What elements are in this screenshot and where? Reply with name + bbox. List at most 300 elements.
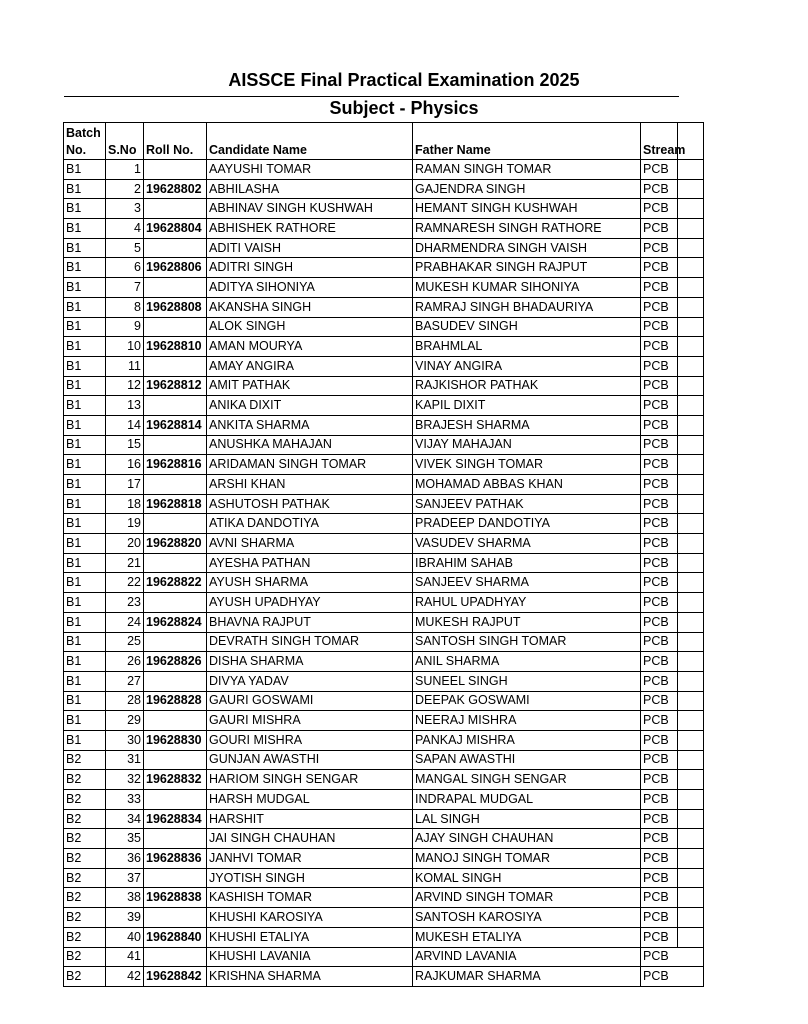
batch-cell: B2 bbox=[64, 849, 106, 869]
father-name-cell: SANTOSH SINGH TOMAR bbox=[413, 632, 641, 652]
sno-cell: 32 bbox=[106, 770, 144, 790]
roll-no-cell bbox=[144, 475, 207, 495]
candidate-name-cell: AAYUSHI TOMAR bbox=[207, 160, 413, 180]
header-stream: Stream bbox=[641, 123, 704, 160]
candidate-name-cell: KHUSHI LAVANIA bbox=[207, 947, 413, 967]
table-row bbox=[64, 317, 704, 337]
candidate-name-cell: ARIDAMAN SINGH TOMAR bbox=[207, 455, 413, 475]
candidate-name-cell: AYESHA PATHAN bbox=[207, 553, 413, 573]
title-divider bbox=[64, 96, 679, 97]
roll-no-cell: 19628832 bbox=[144, 770, 207, 790]
father-name-cell: MOHAMAD ABBAS KHAN bbox=[413, 475, 641, 495]
batch-cell: B1 bbox=[64, 632, 106, 652]
stream-cell: PCB bbox=[641, 730, 704, 750]
candidate-name-cell: ALOK SINGH bbox=[207, 317, 413, 337]
table-row bbox=[64, 475, 704, 495]
father-name-cell: PRABHAKAR SINGH RAJPUT bbox=[413, 258, 641, 278]
roll-no-cell bbox=[144, 199, 207, 219]
candidate-name-cell: KHUSHI ETALIYA bbox=[207, 927, 413, 947]
batch-cell: B1 bbox=[64, 730, 106, 750]
father-name-cell: SANJEEV SHARMA bbox=[413, 573, 641, 593]
sno-cell: 6 bbox=[106, 258, 144, 278]
roll-no-cell bbox=[144, 435, 207, 455]
table-row bbox=[64, 258, 704, 278]
candidate-name-cell: AMAN MOURYA bbox=[207, 337, 413, 357]
batch-cell: B1 bbox=[64, 593, 106, 613]
candidate-name-cell: KHUSHI KAROSIYA bbox=[207, 908, 413, 928]
stream-cell: PCB bbox=[641, 297, 704, 317]
sno-cell: 11 bbox=[106, 356, 144, 376]
candidate-name-cell: AYUSH SHARMA bbox=[207, 573, 413, 593]
sno-cell: 3 bbox=[106, 199, 144, 219]
batch-cell: B1 bbox=[64, 691, 106, 711]
roll-no-cell: 19628828 bbox=[144, 691, 207, 711]
table-row bbox=[64, 415, 704, 435]
batch-cell: B2 bbox=[64, 750, 106, 770]
candidate-name-cell: AYUSH UPADHYAY bbox=[207, 593, 413, 613]
table-row bbox=[64, 376, 704, 396]
table-row bbox=[64, 593, 704, 613]
table-row bbox=[64, 534, 704, 554]
roll-no-cell bbox=[144, 632, 207, 652]
candidate-name-cell: ANIKA DIXIT bbox=[207, 396, 413, 416]
batch-cell: B1 bbox=[64, 297, 106, 317]
table-row bbox=[64, 790, 704, 810]
table-row bbox=[64, 868, 704, 888]
stream-cell: PCB bbox=[641, 337, 704, 357]
father-name-cell: SANJEEV PATHAK bbox=[413, 494, 641, 514]
roll-no-cell bbox=[144, 317, 207, 337]
table-row bbox=[64, 632, 704, 652]
table-row bbox=[64, 908, 704, 928]
stream-cell: PCB bbox=[641, 711, 704, 731]
stream-cell: PCB bbox=[641, 908, 704, 928]
stream-cell: PCB bbox=[641, 790, 704, 810]
table-row bbox=[64, 967, 704, 987]
sno-cell: 24 bbox=[106, 612, 144, 632]
document-title: AISSCE Final Practical Examination 2025 bbox=[228, 70, 580, 90]
table-row bbox=[64, 356, 704, 376]
stream-cell: PCB bbox=[641, 356, 704, 376]
candidate-name-cell: ABHISHEK RATHORE bbox=[207, 219, 413, 239]
father-name-cell: AJAY SINGH CHAUHAN bbox=[413, 829, 641, 849]
roll-no-cell: 19628822 bbox=[144, 573, 207, 593]
stream-cell: PCB bbox=[641, 612, 704, 632]
candidate-name-cell: BHAVNA RAJPUT bbox=[207, 612, 413, 632]
father-name-cell: SUNEEL SINGH bbox=[413, 671, 641, 691]
father-name-cell: BRAHMLAL bbox=[413, 337, 641, 357]
sno-cell: 25 bbox=[106, 632, 144, 652]
sno-cell: 37 bbox=[106, 868, 144, 888]
batch-cell: B1 bbox=[64, 356, 106, 376]
candidate-table bbox=[63, 122, 704, 987]
stream-cell: PCB bbox=[641, 160, 704, 180]
header-batch-no: Batch No. bbox=[64, 123, 106, 160]
batch-cell: B1 bbox=[64, 317, 106, 337]
batch-cell: B2 bbox=[64, 947, 106, 967]
sno-cell: 16 bbox=[106, 455, 144, 475]
batch-cell: B1 bbox=[64, 199, 106, 219]
father-name-cell: KAPIL DIXIT bbox=[413, 396, 641, 416]
father-name-cell: MUKESH ETALIYA bbox=[413, 927, 641, 947]
sno-cell: 13 bbox=[106, 396, 144, 416]
table-row bbox=[64, 238, 704, 258]
roll-no-cell: 19628814 bbox=[144, 415, 207, 435]
roll-no-cell bbox=[144, 238, 207, 258]
candidate-name-cell: HARSHIT bbox=[207, 809, 413, 829]
roll-no-cell: 19628834 bbox=[144, 809, 207, 829]
roll-no-cell bbox=[144, 396, 207, 416]
father-name-cell: NEERAJ MISHRA bbox=[413, 711, 641, 731]
roll-no-cell bbox=[144, 868, 207, 888]
candidate-name-cell: ANUSHKA MAHAJAN bbox=[207, 435, 413, 455]
batch-cell: B1 bbox=[64, 435, 106, 455]
candidate-name-cell: GAURI GOSWAMI bbox=[207, 691, 413, 711]
roll-no-cell bbox=[144, 711, 207, 731]
stream-cell: PCB bbox=[641, 671, 704, 691]
table-row bbox=[64, 494, 704, 514]
candidate-name-cell: JYOTISH SINGH bbox=[207, 868, 413, 888]
sno-cell: 14 bbox=[106, 415, 144, 435]
candidate-name-cell: ASHUTOSH PATHAK bbox=[207, 494, 413, 514]
father-name-cell: VIVEK SINGH TOMAR bbox=[413, 455, 641, 475]
sno-cell: 5 bbox=[106, 238, 144, 258]
roll-no-cell bbox=[144, 553, 207, 573]
father-name-cell: ANIL SHARMA bbox=[413, 652, 641, 672]
father-name-cell: INDRAPAL MUDGAL bbox=[413, 790, 641, 810]
candidate-name-cell: DIVYA YADAV bbox=[207, 671, 413, 691]
stream-cell: PCB bbox=[641, 258, 704, 278]
father-name-cell: HEMANT SINGH KUSHWAH bbox=[413, 199, 641, 219]
stream-cell: PCB bbox=[641, 947, 704, 967]
roll-no-cell bbox=[144, 790, 207, 810]
father-name-cell: SAPAN AWASTHI bbox=[413, 750, 641, 770]
stream-cell: PCB bbox=[641, 888, 704, 908]
stream-cell: PCB bbox=[641, 278, 704, 298]
roll-no-cell: 19628816 bbox=[144, 455, 207, 475]
table-row bbox=[64, 514, 704, 534]
candidate-name-cell: HARIOM SINGH SENGAR bbox=[207, 770, 413, 790]
batch-cell: B2 bbox=[64, 967, 106, 987]
sno-cell: 17 bbox=[106, 475, 144, 495]
sno-cell: 39 bbox=[106, 908, 144, 928]
roll-no-cell bbox=[144, 750, 207, 770]
batch-cell: B1 bbox=[64, 219, 106, 239]
father-name-cell: MUKESH RAJPUT bbox=[413, 612, 641, 632]
stream-cell: PCB bbox=[641, 494, 704, 514]
batch-cell: B1 bbox=[64, 612, 106, 632]
sno-cell: 33 bbox=[106, 790, 144, 810]
roll-no-cell bbox=[144, 593, 207, 613]
stream-cell: PCB bbox=[641, 829, 704, 849]
stream-cell: PCB bbox=[641, 435, 704, 455]
batch-cell: B2 bbox=[64, 908, 106, 928]
table-body bbox=[64, 160, 704, 987]
father-name-cell: DEEPAK GOSWAMI bbox=[413, 691, 641, 711]
stream-cell: PCB bbox=[641, 868, 704, 888]
sno-cell: 22 bbox=[106, 573, 144, 593]
table-row bbox=[64, 455, 704, 475]
sno-cell: 38 bbox=[106, 888, 144, 908]
stream-cell: PCB bbox=[641, 927, 704, 947]
stream-cell: PCB bbox=[641, 967, 704, 987]
candidate-name-cell: ABHINAV SINGH KUSHWAH bbox=[207, 199, 413, 219]
candidate-name-cell: GUNJAN AWASTHI bbox=[207, 750, 413, 770]
table-row bbox=[64, 691, 704, 711]
father-name-cell: MANGAL SINGH SENGAR bbox=[413, 770, 641, 790]
batch-cell: B1 bbox=[64, 711, 106, 731]
batch-cell: B1 bbox=[64, 573, 106, 593]
sno-cell: 2 bbox=[106, 179, 144, 199]
candidate-name-cell: AMAY ANGIRA bbox=[207, 356, 413, 376]
table-row bbox=[64, 829, 704, 849]
candidate-name-cell: AMIT PATHAK bbox=[207, 376, 413, 396]
table-row bbox=[64, 927, 704, 947]
stream-cell: PCB bbox=[641, 396, 704, 416]
sno-cell: 29 bbox=[106, 711, 144, 731]
candidate-name-cell: KRISHNA SHARMA bbox=[207, 967, 413, 987]
stream-cell: PCB bbox=[641, 317, 704, 337]
candidate-name-cell: DISHA SHARMA bbox=[207, 652, 413, 672]
stream-cell: PCB bbox=[641, 750, 704, 770]
batch-cell: B1 bbox=[64, 415, 106, 435]
roll-no-cell: 19628838 bbox=[144, 888, 207, 908]
roll-no-cell bbox=[144, 671, 207, 691]
table-row bbox=[64, 179, 704, 199]
roll-no-cell bbox=[144, 947, 207, 967]
stream-cell: PCB bbox=[641, 238, 704, 258]
father-name-cell: BRAJESH SHARMA bbox=[413, 415, 641, 435]
table-row bbox=[64, 278, 704, 298]
roll-no-cell: 19628830 bbox=[144, 730, 207, 750]
header-father-name: Father Name bbox=[413, 123, 641, 160]
roll-no-cell: 19628806 bbox=[144, 258, 207, 278]
table-row bbox=[64, 652, 704, 672]
father-name-cell: MANOJ SINGH TOMAR bbox=[413, 849, 641, 869]
stream-cell: PCB bbox=[641, 415, 704, 435]
father-name-cell: RAMAN SINGH TOMAR bbox=[413, 160, 641, 180]
stream-cell: PCB bbox=[641, 534, 704, 554]
batch-cell: B1 bbox=[64, 494, 106, 514]
candidate-name-cell: ADITRI SINGH bbox=[207, 258, 413, 278]
sno-cell: 10 bbox=[106, 337, 144, 357]
batch-cell: B2 bbox=[64, 809, 106, 829]
father-name-cell: MUKESH KUMAR SIHONIYA bbox=[413, 278, 641, 298]
header-candidate-name: Candidate Name bbox=[207, 123, 413, 160]
batch-cell: B1 bbox=[64, 179, 106, 199]
batch-cell: B1 bbox=[64, 553, 106, 573]
roll-no-cell: 19628824 bbox=[144, 612, 207, 632]
batch-cell: B1 bbox=[64, 514, 106, 534]
batch-cell: B2 bbox=[64, 868, 106, 888]
roll-no-cell: 19628820 bbox=[144, 534, 207, 554]
candidate-name-cell: GOURI MISHRA bbox=[207, 730, 413, 750]
batch-cell: B2 bbox=[64, 790, 106, 810]
sno-cell: 21 bbox=[106, 553, 144, 573]
roll-no-cell: 19628802 bbox=[144, 179, 207, 199]
table-row bbox=[64, 730, 704, 750]
table-row bbox=[64, 947, 704, 967]
roll-no-cell: 19628810 bbox=[144, 337, 207, 357]
stream-cell: PCB bbox=[641, 691, 704, 711]
batch-cell: B1 bbox=[64, 376, 106, 396]
sno-cell: 41 bbox=[106, 947, 144, 967]
roll-no-cell: 19628840 bbox=[144, 927, 207, 947]
document-subtitle: Subject - Physics bbox=[329, 98, 479, 118]
father-name-cell: BASUDEV SINGH bbox=[413, 317, 641, 337]
roll-no-cell: 19628812 bbox=[144, 376, 207, 396]
father-name-cell: ARVIND SINGH TOMAR bbox=[413, 888, 641, 908]
candidate-name-cell: ARSHI KHAN bbox=[207, 475, 413, 495]
table-row bbox=[64, 396, 704, 416]
table-row bbox=[64, 337, 704, 357]
stream-cell: PCB bbox=[641, 573, 704, 593]
stream-cell: PCB bbox=[641, 199, 704, 219]
father-name-cell: LAL SINGH bbox=[413, 809, 641, 829]
stream-cell: PCB bbox=[641, 632, 704, 652]
sno-cell: 34 bbox=[106, 809, 144, 829]
table-row bbox=[64, 199, 704, 219]
stream-cell: PCB bbox=[641, 553, 704, 573]
table-row bbox=[64, 160, 704, 180]
father-name-cell: VASUDEV SHARMA bbox=[413, 534, 641, 554]
sno-cell: 27 bbox=[106, 671, 144, 691]
father-name-cell: PRADEEP DANDOTIYA bbox=[413, 514, 641, 534]
stream-cell: PCB bbox=[641, 475, 704, 495]
roll-no-cell bbox=[144, 160, 207, 180]
table-row bbox=[64, 612, 704, 632]
roll-no-cell: 19628826 bbox=[144, 652, 207, 672]
sno-cell: 30 bbox=[106, 730, 144, 750]
header-roll-no: Roll No. bbox=[144, 123, 207, 160]
father-name-cell: RAMNARESH SINGH RATHORE bbox=[413, 219, 641, 239]
sno-cell: 15 bbox=[106, 435, 144, 455]
father-name-cell: SANTOSH KAROSIYA bbox=[413, 908, 641, 928]
table-row bbox=[64, 435, 704, 455]
candidate-name-cell: ANKITA SHARMA bbox=[207, 415, 413, 435]
candidate-name-cell: AVNI SHARMA bbox=[207, 534, 413, 554]
stream-cell: PCB bbox=[641, 179, 704, 199]
father-name-cell: DHARMENDRA SINGH VAISH bbox=[413, 238, 641, 258]
table-row bbox=[64, 573, 704, 593]
father-name-cell: VINAY ANGIRA bbox=[413, 356, 641, 376]
batch-cell: B2 bbox=[64, 888, 106, 908]
sno-cell: 36 bbox=[106, 849, 144, 869]
batch-cell: B1 bbox=[64, 258, 106, 278]
batch-cell: B2 bbox=[64, 829, 106, 849]
candidate-name-cell: ATIKA DANDOTIYA bbox=[207, 514, 413, 534]
table-row bbox=[64, 750, 704, 770]
stream-cell: PCB bbox=[641, 652, 704, 672]
batch-cell: B2 bbox=[64, 927, 106, 947]
table-row bbox=[64, 671, 704, 691]
stream-cell: PCB bbox=[641, 849, 704, 869]
stream-cell: PCB bbox=[641, 770, 704, 790]
candidate-name-cell: GAURI MISHRA bbox=[207, 711, 413, 731]
father-name-cell: RAJKISHOR PATHAK bbox=[413, 376, 641, 396]
candidate-name-cell: ABHILASHA bbox=[207, 179, 413, 199]
table-row bbox=[64, 809, 704, 829]
results-sheet bbox=[63, 122, 686, 984]
stream-cell: PCB bbox=[641, 376, 704, 396]
roll-no-cell: 19628804 bbox=[144, 219, 207, 239]
batch-cell: B1 bbox=[64, 337, 106, 357]
batch-cell: B1 bbox=[64, 238, 106, 258]
batch-cell: B1 bbox=[64, 534, 106, 554]
table-row bbox=[64, 219, 704, 239]
candidate-name-cell: KASHISH TOMAR bbox=[207, 888, 413, 908]
stream-cell: PCB bbox=[641, 455, 704, 475]
sno-cell: 28 bbox=[106, 691, 144, 711]
sno-cell: 40 bbox=[106, 927, 144, 947]
roll-no-cell bbox=[144, 278, 207, 298]
father-name-cell: KOMAL SINGH bbox=[413, 868, 641, 888]
stream-cell: PCB bbox=[641, 593, 704, 613]
father-name-cell: GAJENDRA SINGH bbox=[413, 179, 641, 199]
father-name-cell: ARVIND LAVANIA bbox=[413, 947, 641, 967]
sno-cell: 4 bbox=[106, 219, 144, 239]
father-name-cell: RAHUL UPADHYAY bbox=[413, 593, 641, 613]
candidate-name-cell: JANHVI TOMAR bbox=[207, 849, 413, 869]
sno-cell: 42 bbox=[106, 967, 144, 987]
stream-cell: PCB bbox=[641, 514, 704, 534]
table-row bbox=[64, 297, 704, 317]
father-name-cell: PANKAJ MISHRA bbox=[413, 730, 641, 750]
header-sno: S.No bbox=[106, 123, 144, 160]
batch-cell: B1 bbox=[64, 455, 106, 475]
father-name-cell: RAMRAJ SINGH BHADAURIYA bbox=[413, 297, 641, 317]
sno-cell: 20 bbox=[106, 534, 144, 554]
sno-cell: 9 bbox=[106, 317, 144, 337]
batch-cell: B1 bbox=[64, 652, 106, 672]
roll-no-cell: 19628818 bbox=[144, 494, 207, 514]
roll-no-cell bbox=[144, 356, 207, 376]
stream-cell: PCB bbox=[641, 809, 704, 829]
batch-cell: B1 bbox=[64, 278, 106, 298]
sno-cell: 35 bbox=[106, 829, 144, 849]
batch-cell: B1 bbox=[64, 160, 106, 180]
candidate-name-cell: ADITYA SIHONIYA bbox=[207, 278, 413, 298]
batch-cell: B1 bbox=[64, 475, 106, 495]
roll-no-cell bbox=[144, 908, 207, 928]
table-row bbox=[64, 849, 704, 869]
roll-no-cell: 19628836 bbox=[144, 849, 207, 869]
sno-cell: 26 bbox=[106, 652, 144, 672]
candidate-name-cell: ADITI VAISH bbox=[207, 238, 413, 258]
father-name-cell: IBRAHIM SAHAB bbox=[413, 553, 641, 573]
table-row bbox=[64, 770, 704, 790]
candidate-name-cell: JAI SINGH CHAUHAN bbox=[207, 829, 413, 849]
candidate-name-cell: DEVRATH SINGH TOMAR bbox=[207, 632, 413, 652]
sno-cell: 31 bbox=[106, 750, 144, 770]
roll-no-cell: 19628808 bbox=[144, 297, 207, 317]
batch-cell: B1 bbox=[64, 396, 106, 416]
roll-no-cell: 19628842 bbox=[144, 967, 207, 987]
candidate-name-cell: AKANSHA SINGH bbox=[207, 297, 413, 317]
roll-no-cell bbox=[144, 514, 207, 534]
sno-cell: 7 bbox=[106, 278, 144, 298]
candidate-name-cell: HARSH MUDGAL bbox=[207, 790, 413, 810]
father-name-cell: VIJAY MAHAJAN bbox=[413, 435, 641, 455]
batch-cell: B1 bbox=[64, 671, 106, 691]
batch-cell: B2 bbox=[64, 770, 106, 790]
sno-cell: 1 bbox=[106, 160, 144, 180]
sno-cell: 8 bbox=[106, 297, 144, 317]
sno-cell: 12 bbox=[106, 376, 144, 396]
table-header-row bbox=[64, 123, 704, 160]
roll-no-cell bbox=[144, 829, 207, 849]
father-name-cell: RAJKUMAR SHARMA bbox=[413, 967, 641, 987]
